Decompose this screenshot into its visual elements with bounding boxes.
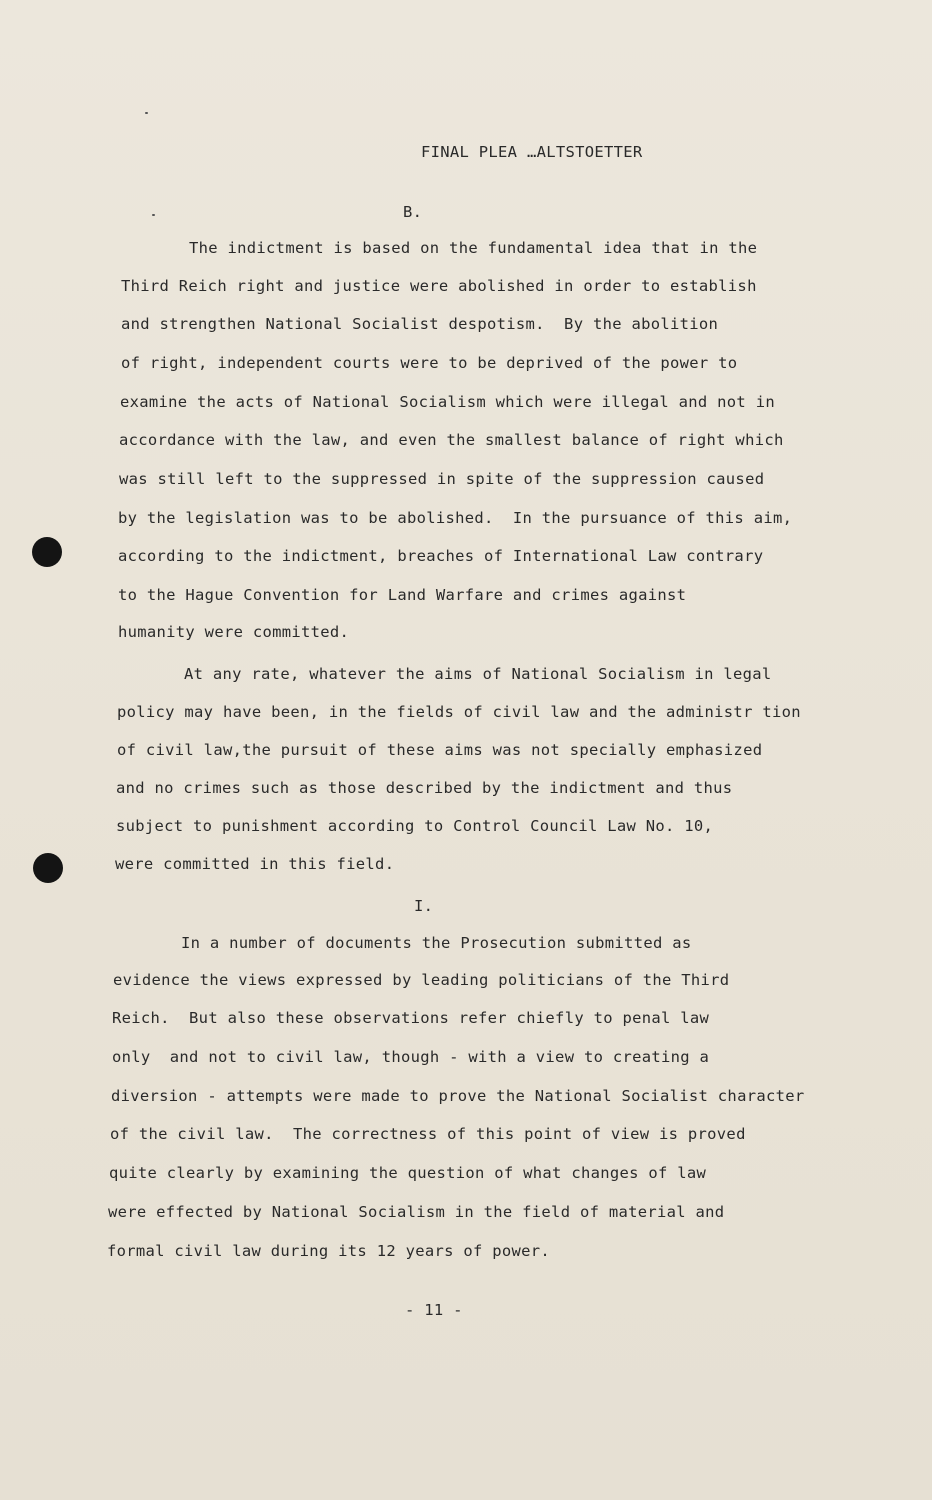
text-line: policy may have been, in the fields of civil law and the administr tion [117, 703, 801, 721]
punch-hole-top [32, 537, 62, 567]
document-header: FINAL PLEA …ALTSTOETTER [421, 143, 643, 161]
paper-speck [145, 112, 148, 114]
text-line: was still left to the suppressed in spite of the suppression caused [119, 470, 765, 488]
section-heading-b: B. [403, 203, 423, 221]
text-line: only and not to civil law, though - with a view to creating a [112, 1048, 710, 1066]
punch-hole-bottom [33, 853, 63, 883]
text-line: At any rate, whatever the aims of National Socialism in legal [184, 665, 772, 683]
text-line: by the legislation was to be abolished. In the pursuance of this aim, [118, 509, 793, 527]
text-line: and strengthen National Socialist despotism. By the abolition [121, 315, 719, 333]
text-line: according to the indictment, breaches of International Law contrary [118, 547, 764, 565]
text-line: formal civil law during its 12 years of power. [107, 1242, 551, 1260]
text-line: accordance with the law, and even the smallest balance of right which [119, 431, 784, 449]
text-line: Reich. But also these observations refer chiefly to penal law [112, 1009, 710, 1027]
text-line: In a number of documents the Prosecution submitted as [181, 934, 692, 952]
text-line: were committed in this field. [115, 855, 395, 873]
text-line: of right, independent courts were to be deprived of the power to [121, 354, 738, 372]
text-line: Third Reich right and justice were abolished in order to establish [121, 277, 757, 295]
text-line: were effected by National Socialism in the field of material and [108, 1203, 725, 1221]
text-line: of civil law,the pursuit of these aims was not specially emphasized [117, 741, 763, 759]
text-line: The indictment is based on the fundamental idea that in the [189, 239, 758, 257]
section-heading-i: I. [414, 897, 434, 915]
text-line: subject to punishment according to Control Council Law No. 10, [116, 817, 714, 835]
text-line: quite clearly by examining the question of what changes of law [109, 1164, 707, 1182]
text-line: to the Hague Convention for Land Warfare and crimes against [118, 586, 687, 604]
text-line: humanity were committed. [118, 623, 350, 641]
text-line: of the civil law. The correctness of this point of view is proved [110, 1125, 746, 1143]
text-line: and no crimes such as those described by the indictment and thus [116, 779, 733, 797]
paper-speck [152, 214, 155, 216]
page-number: - 11 - [405, 1301, 463, 1319]
text-line: evidence the views expressed by leading politicians of the Third [113, 971, 730, 989]
text-line: examine the acts of National Socialism which were illegal and not in [120, 393, 775, 411]
text-line: diversion - attempts were made to prove the National Socialist character [111, 1087, 805, 1105]
